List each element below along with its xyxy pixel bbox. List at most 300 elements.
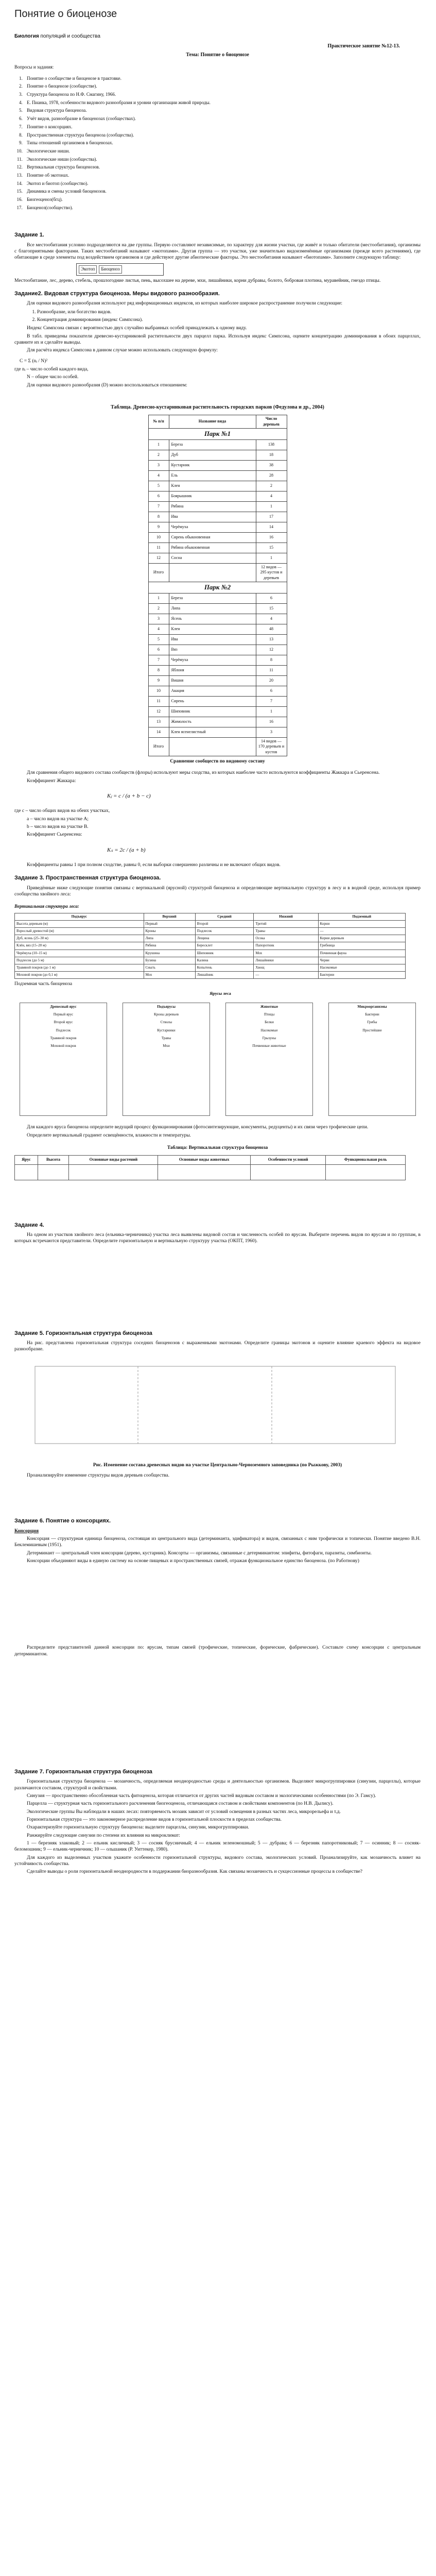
table-row <box>148 603 287 614</box>
table-cell: 48 <box>256 624 287 634</box>
table-cell: Липа <box>144 935 195 942</box>
strata-footnote: Подземная часть биоценоза <box>14 981 73 987</box>
table-row <box>148 470 287 481</box>
table-cell: Липа <box>169 603 256 614</box>
toc-item[interactable]: 9. Типы отношений организмов в биоценозах. <box>24 140 421 146</box>
table-cell: 138 <box>256 439 287 450</box>
toc-item[interactable]: 1. Понятие о сообществе и биоценозе в трактовке. <box>24 76 421 82</box>
similarity-legend2: a – число видов на участке А; <box>27 816 89 822</box>
task6-head: Консорция <box>14 1528 39 1534</box>
toc-item[interactable]: 10. Экологические ниши. <box>24 148 421 155</box>
table-cell: 5 <box>148 481 169 491</box>
table-cell: 9 <box>148 675 169 686</box>
vert-cell[interactable] <box>38 1164 69 1180</box>
table-cell <box>169 737 256 756</box>
table-row <box>148 512 287 522</box>
table-cell: Кроны <box>144 928 195 935</box>
subject-bold: Биология <box>14 33 39 39</box>
task4-p: На одном из участков хвойного леса (ельника-черничника) участка леса выявлены видовой состав и численность особей по ярусам. Выберите перечень видов по ярусам и по группам, в которых встречаются представители. Определите горизонтальную и вертикальную структуру участка (ОКПТ, 1960). <box>14 1232 421 1244</box>
similarity-p1: Для сравнения общего видового состава сообществ (флоры) используют меры сходства, из которых наиболее часто используются коэффициенты Жаккара и Сьеренсена. <box>27 770 380 776</box>
table-cell: Корни деревьев <box>318 935 405 942</box>
table-row <box>148 614 287 624</box>
diagram-col-sublayers <box>123 1003 210 1116</box>
table-row <box>148 593 287 603</box>
table-cell: Клен ясенелистный <box>169 727 256 737</box>
table-cell: 4 <box>148 470 169 481</box>
toc-item[interactable]: 8. Пространственная структура биоценоза (сообщества). <box>24 132 421 139</box>
task2-p5: Для оценки видового разнообразия (D) можно воспользоваться отношением: <box>27 382 187 388</box>
task2-p3: В табл. приведены показатели древесно-кустарниковой растительности двух парцелл парка. Используя индекс Симпсона, оцените концентрацию доминирования в обоих парцеллах, сравните их и сделайте выводы. <box>14 333 421 346</box>
task2-list-item: 1. Разнообразие, или богатство видов. <box>37 309 421 315</box>
struct-heading: Вертикальная структура леса: <box>14 904 79 909</box>
table-cell: Черёмуха <box>169 655 256 665</box>
task3b-p2: Определите вертикальный градиент освещённости, влажности и температуры. <box>27 1132 191 1138</box>
species-table-body <box>148 428 287 756</box>
table-cell: 4 <box>148 624 169 634</box>
table-cell: 18 <box>256 450 287 460</box>
task2-list-item: 2. Концентрация доминирования (индекс Симпсона). <box>37 317 421 323</box>
task5-figure-caption: Рис. Изменение состава древесных видов на участке Центрально-Черноземного заповедника (по Рыжкову, 2003) <box>93 1462 342 1468</box>
toc-item[interactable]: 6. Учёт видов, разнообразие в биоценозах (сообществах). <box>24 116 421 122</box>
table-cell: Рябина обыкновенная <box>169 543 256 553</box>
table-cell: Клён, вяз (15–20 м) <box>15 942 144 950</box>
task2-legend2: N – общее число особей. <box>27 375 79 380</box>
task1-text: Все местообитания условно подразделяются на две группы. Первую составляют независимые, по характеру для жизни участки, где живёт и только обитатели (местообитания), организмы с благоприятными факторами. Таких местообитаний называют «экотопами». Другая группа — это участки, уже значительно видоизменённые организмами (прежде всего растениями), где обитающие в среде элементы под воздействием организмов и где действуют другие абиотические факторы. Это местообитания называют «биотопами». Заполните следующую таблицу: <box>14 242 421 261</box>
table-row <box>148 655 287 665</box>
table-cell: Мох <box>254 950 318 957</box>
table-cell: Хвощ <box>254 964 318 971</box>
table-cell: 11 <box>148 543 169 553</box>
table-cell: Дуб, ясень (25–30 м) <box>15 935 144 942</box>
vert-cell[interactable] <box>158 1164 251 1180</box>
diagram-col-title: Микроорганизмы <box>357 1005 387 1009</box>
table-cell: Вяз <box>169 645 256 655</box>
jaccard-formula: Kⱼ = c / (a + b − c) <box>107 793 151 800</box>
table-cell: 1 <box>256 706 287 717</box>
diagram-item: Первый ярус <box>53 1012 74 1017</box>
table-cell: 1 <box>148 593 169 603</box>
table-cell: 16 <box>256 532 287 543</box>
table-row <box>148 522 287 532</box>
park-part-label: Парк №2 <box>148 582 287 593</box>
table-cell: 14 <box>256 522 287 532</box>
toc-item[interactable]: 12. Вертикальная структура биоценозов. <box>24 164 421 171</box>
table-row <box>15 957 406 964</box>
table-cell: Копытень <box>195 964 254 971</box>
table-cell: Сирень обыкновенная <box>169 532 256 543</box>
park-part-row <box>148 582 287 593</box>
table-cell: Рябина <box>144 942 195 950</box>
table-cell: Третий <box>254 921 318 928</box>
task5-p2: Проанализируйте изменение структуры видов деревьев сообщества. <box>27 1472 170 1478</box>
table-cell: Кустарник <box>169 460 256 470</box>
table-cell: Бересклет <box>195 942 254 950</box>
table-row <box>148 696 287 706</box>
table-row <box>148 675 287 686</box>
diagram-col-title: Древесный ярус <box>50 1005 77 1009</box>
task6-p2: Детерминант — центральный член консорции (дерево, кустарник). Консорты — организмы, связанные с детерминантом: эпифиты, фитофаги, паразиты, симбионты. <box>27 1550 372 1556</box>
topic-heading: Тема: Понятие о биоценозе <box>186 52 249 58</box>
table-cell: Ясень <box>169 614 256 624</box>
task3b-p: Для каждого яруса биоценоза определите ведущий процесс функционирования (фотосинтезирующие, консументы, редуценты) и их связи через трофические цепи. <box>27 1125 369 1130</box>
table-cell: Сирень <box>169 696 256 706</box>
vertical-structure-table <box>14 1155 406 1180</box>
task4-title: Задание 4. <box>14 1222 44 1228</box>
table-row <box>15 921 406 928</box>
table-row <box>15 964 406 971</box>
table-cell: 15 <box>256 603 287 614</box>
toc-item[interactable]: 3. Структура биоценоза по Н.Ф. Смагину, 1966. <box>24 92 421 98</box>
table-row <box>148 624 287 634</box>
task5-figure <box>14 1356 421 1454</box>
simpson-formula: C = Σ (nᵢ / N)² <box>20 358 48 364</box>
table-cell: Береза <box>169 593 256 603</box>
table-cell: 15 <box>256 543 287 553</box>
task2-list <box>37 309 421 324</box>
vert-head: Функциональная роль <box>326 1156 406 1164</box>
table-cell: Второй <box>195 921 254 928</box>
table-cell: 1 <box>256 553 287 563</box>
table-cell: Осока <box>254 935 318 942</box>
table-cell: Бузина <box>144 957 195 964</box>
task2-p1: Для оценки видового разнообразия используют ряд информационных индексов, из которых наиболее широкое распространение получили следующие: <box>27 301 343 307</box>
jaccard-label: Коэффициент Жаккара: <box>27 778 76 784</box>
table-row <box>148 501 287 512</box>
table-cell: 7 <box>256 696 287 706</box>
task3-title: Задание 3. Пространственная структура биоценоза. <box>14 875 161 882</box>
table-cell: Моховой покров (до 0,1 м) <box>15 971 144 978</box>
table-cell: Черёмуха (10–15 м) <box>15 950 144 957</box>
task2-title: Задание2. Видовая структура биоценоза. Меры видового разнообразия. <box>14 291 220 297</box>
table-cell: Лишайники <box>254 957 318 964</box>
task7-p2: Синузия — пространственно обособленная часть фитоценоза, которая отличается от других частей видовым составом и экологическими особенностями (по Э. Гамсу). <box>27 1793 376 1799</box>
vert-cell[interactable] <box>69 1164 158 1180</box>
table-row <box>15 935 406 942</box>
table-cell: 6 <box>256 593 287 603</box>
table-cell: 10 <box>148 686 169 696</box>
diagram-item: Второй ярус <box>54 1020 73 1025</box>
page-title: Понятие о биоценозе <box>14 8 117 20</box>
task7-p9: Для каждого из выделенных участков укажите особенности горизонтальной структуры, видового состава, экологических условий. Проанализируйте, как мозаичность влияет на устойчивость сообщества. <box>14 1855 421 1867</box>
table-cell: 5 <box>148 634 169 645</box>
table-cell: 20 <box>256 675 287 686</box>
table-cell: — <box>318 928 405 935</box>
toc-item[interactable]: 13. Понятие об экотонах. <box>24 173 421 179</box>
diagram-item: Стволы <box>160 1020 172 1025</box>
table-cell: 8 <box>256 655 287 665</box>
table-cell: 7 <box>148 655 169 665</box>
task7-p1: Горизонтальная структура биоценоза — мозаичность, определяемая неоднородностью среды и деятельностью организмов. Выделяют микрогруппировки (синузии, парцеллы), которые различаются составом, структурой и свойствами. <box>14 1779 421 1791</box>
vert-head: Ярус <box>15 1156 38 1164</box>
table-row <box>148 481 287 491</box>
table-cell: 1 <box>148 439 169 450</box>
table-cell: Береза <box>169 439 256 450</box>
table-cell: Акация <box>169 686 256 696</box>
table-row <box>148 532 287 543</box>
table-of-contents <box>24 76 421 211</box>
table-cell: Подлесок (до 5 м) <box>15 957 144 964</box>
diagram-item: Кроны деревьев <box>153 1012 179 1017</box>
task1-title: Задание 1. <box>14 232 44 239</box>
table-cell: Клен <box>169 481 256 491</box>
practice-heading: Практическое занятие №12-13. <box>327 43 400 49</box>
table-cell: 3 <box>148 460 169 470</box>
diagram-item: Насекомые <box>260 1028 278 1032</box>
table-cell: Бактерии <box>318 971 405 978</box>
task7-p7: Ранжируйте следующие синузии по степени их влияния на микроклимат: <box>27 1833 180 1838</box>
forest-figure <box>14 1356 416 1454</box>
subject-rest: популяций и сообщества <box>39 33 100 39</box>
diagram-item: Бактерии <box>365 1012 379 1017</box>
table-cell: Ива <box>169 634 256 645</box>
task2-p2: Индекс Симпсона связан с вероятностью двух случайно выбранных особей принадлежать к одному виду. <box>27 326 247 331</box>
similarity-legend3: b – число видов на участке В. <box>27 824 89 830</box>
table-cell: 4 <box>256 491 287 501</box>
table-cell: Шиповник <box>195 950 254 957</box>
diagram-heading: Ярусы леса <box>210 991 231 996</box>
task5-title: Задание 5. Горизонтальная структура биоценоза <box>14 1330 152 1336</box>
table-cell: 10 <box>148 532 169 543</box>
toc-item[interactable]: 17. Биоценоз(сообщество). <box>24 205 421 211</box>
table-cell: Шиповник <box>169 706 256 717</box>
table-row <box>148 543 287 553</box>
table-row <box>148 553 287 563</box>
task6-title: Задание 6. Понятие о консорциях. <box>14 1518 111 1524</box>
diagram-item: Почвенные животные <box>252 1043 286 1048</box>
sorensen-label: Коэффициент Сьеренсена: <box>27 832 82 838</box>
table-cell: 13 <box>148 717 169 727</box>
table-cell: Калина <box>195 957 254 964</box>
table-cell: Яблоня <box>169 665 256 675</box>
vert-cell[interactable] <box>15 1164 38 1180</box>
table-cell: Насекомые <box>318 964 405 971</box>
task1-examples: Местообитание, лес, дерево, стебель, прошлогодние листья, пень, высохшее на дереве, мхи, лишайники, корни дубравы, болото, бобровая плотина, муравейник, гнездо птицы. <box>14 278 381 283</box>
diagram-item: Мхи <box>163 1043 170 1048</box>
similarity-legend1: где c – число общих видов на обеих участках, <box>14 808 110 814</box>
table-cell: Рябина <box>169 501 256 512</box>
table-cell: Боярышник <box>169 491 256 501</box>
vert-head: Основные виды животных <box>158 1156 251 1164</box>
table-cell: 2 <box>148 603 169 614</box>
table-cell: 12 <box>148 706 169 717</box>
diagram-item: Подлесок <box>56 1028 71 1032</box>
col-num: № п/п <box>148 415 169 429</box>
table-cell: Высота деревьев (м) <box>15 921 144 928</box>
table-cell: Грибница <box>318 942 405 950</box>
task7-p4: Экологические группы Вы наблюдали в наших лесах: повторяемость мозаик зависит от условий освещения в разных частях леса, микрорельефа и т.д. <box>27 1809 341 1815</box>
table-cell: Почвенная фауна <box>318 950 405 957</box>
col-count: Число деревьев <box>256 415 287 429</box>
vert-head: Высота <box>38 1156 69 1164</box>
toc-item[interactable]: 4. Е. Пианка, 1978, особенности видового разнообразия и уровни организации живой природы. <box>24 100 421 106</box>
table-cell: 11 <box>148 696 169 706</box>
table-row <box>148 439 287 450</box>
table-cell: 3 <box>256 727 287 737</box>
subject-line <box>14 33 421 40</box>
table-row <box>148 717 287 727</box>
table-cell: Дуб <box>169 450 256 460</box>
toc-item[interactable]: 7. Понятие о консорциях. <box>24 124 421 130</box>
table-cell: 14 <box>148 727 169 737</box>
table-cell: 9 <box>148 522 169 532</box>
table-cell: 16 <box>256 717 287 727</box>
task7-title: Задание 7. Горизонтальная структура биоценоза <box>14 1769 152 1775</box>
vert-cell[interactable] <box>250 1164 325 1180</box>
forest-layers-diagram <box>14 991 426 1120</box>
table-row <box>148 460 287 470</box>
diagram-item: Кустарники <box>157 1028 176 1032</box>
strata-head: Подъярус <box>15 913 144 921</box>
task7-p10: Сделайте выводы о роли горизонтальной неоднородности в поддержании биоразнообразия. Как связаны мозаичность и сукцессионные процессы в сообществе? <box>27 1869 363 1875</box>
table-cell: 11 <box>256 665 287 675</box>
diagram-col-animals <box>225 1003 313 1116</box>
table-row <box>148 450 287 460</box>
table-cell: Черви <box>318 957 405 964</box>
diagram-item: Белки <box>265 1020 274 1025</box>
table-cell: 2 <box>256 481 287 491</box>
table-cell: 8 <box>148 665 169 675</box>
strata-body <box>15 921 406 979</box>
table-row <box>148 634 287 645</box>
table-cell: 8 <box>148 512 169 522</box>
table-row <box>148 727 287 737</box>
table-row <box>148 645 287 655</box>
table-cell: Папоротник <box>254 942 318 950</box>
diagram-item: Травяной покров <box>50 1036 77 1040</box>
table-cell: 12 <box>148 553 169 563</box>
sorensen-formula: Kₛ = 2c / (a + b) <box>107 846 146 853</box>
toc-item[interactable]: 14. Экотоп и биотоп (сообщество). <box>24 181 421 187</box>
table-cell: Травяной покров (до 1 м) <box>15 964 144 971</box>
task7-p8: 1 — березняк злаковый; 2 — ельник кисличный; 3 — сосняк брусничный; 4 — ельник зеленомошный; 5 — дубрава; 6 — березняк папоротниковый; 7 — осинник; 8 — сосняк-беломошник; 9 — ельник-черничник; 10 — ольшаник (Р. Уиттекер, 1980). <box>14 1841 421 1853</box>
table-cell: Первый <box>144 921 195 928</box>
task7-p5: Горизонтальная структура — это закономерное распределение видов в горизонтальной плоскости в пределах сообщества. <box>27 1817 282 1823</box>
vert-table-title: Таблица: Вертикальная структура биоценоза <box>167 1145 268 1150</box>
strata-head: Нижний <box>254 913 318 921</box>
strata-table <box>14 913 406 979</box>
table-cell: Ель <box>169 470 256 481</box>
table1-title: Таблица. Древесно-кустарниковая растительность городских парков (Федулова и др., 2004) <box>111 404 324 411</box>
table-cell: Жимолость <box>169 717 256 727</box>
table-cell: 12 <box>256 645 287 655</box>
diagram-col-title: Подъярусы <box>157 1005 176 1009</box>
table-cell: Травы <box>254 928 318 935</box>
task6-p1: Консорция — структурная единица биоценоза, состоящая из центрального вида (детерминанта, эдификатора) и видов, связанных с ним трофически и топически. Понятие введено В.Н. Беклемишевым (1951). <box>14 1536 421 1548</box>
table-cell: 28 <box>256 470 287 481</box>
table-cell: 14 видов — 170 деревьев и кустов <box>256 737 287 756</box>
table-cell: Лишайник <box>195 971 254 978</box>
diagram-item: Моховой покров <box>50 1043 76 1048</box>
table-cell <box>169 563 256 582</box>
table-row <box>148 491 287 501</box>
vert-cell[interactable] <box>326 1164 406 1180</box>
table-cell: Мох <box>144 971 195 978</box>
table-cell: Ива <box>169 512 256 522</box>
table-cell: Итого <box>148 737 169 756</box>
table-cell: Лещина <box>195 935 254 942</box>
task2-legend1: где nᵢ – число особей каждого вида, <box>14 367 89 372</box>
toc-item[interactable]: 5. Видовая структура биоценоза. <box>24 108 421 114</box>
table-cell: Черёмуха <box>169 522 256 532</box>
task2-p4: Для расчёта индекса Симпсона в данном случае можно использовать следующую формулу: <box>27 348 218 353</box>
similarity-title: Сравнение сообществ по видовому составу <box>170 759 265 765</box>
task5-p: На рис. представлена горизонтальная структура соседних биоценозов с выраженными экотонами. Определите границы экотонов и оцените влияние краевого эффекта на видовое разнообразие. <box>14 1340 421 1352</box>
vert-head: Особенности условий <box>250 1156 325 1164</box>
diagram-item: Грызуны <box>262 1036 276 1040</box>
toc-item[interactable]: 11. Экологические ниши (сообщества). <box>24 157 421 163</box>
table-cell: 6 <box>148 645 169 655</box>
task6-p3: Консорции объединяют виды в единую систему на основе пищевых и пространственных связей, отражая функциональное единство биоценоза. (по Работнову) <box>27 1558 359 1564</box>
table-row <box>148 563 287 582</box>
diagram-col-title: Животные <box>260 1005 278 1009</box>
table-cell: 4 <box>256 614 287 624</box>
park-part-row <box>148 428 287 439</box>
table-row <box>15 942 406 950</box>
task3-p1: Приведённые ниже следующие понятия связаны с вертикальной (ярусной) структурой биоценоза и определяющие вертикальную структуру в лесу и в водной среде, используя пример сообщества хвойного леса: <box>14 885 421 897</box>
diagram-col-microbes <box>328 1003 416 1116</box>
task7-p6: Охарактеризуйте горизонтальную структуру биоценоза: выделите парцеллы, синузии, микрогруппировки. <box>27 1825 249 1831</box>
vert-head: Основные виды растений <box>69 1156 158 1164</box>
table-row <box>15 971 406 978</box>
ecotope-cell: Экотоп <box>79 265 97 274</box>
toc-item[interactable]: 16. Биогеоценоз(бгц). <box>24 197 421 203</box>
table-row <box>148 686 287 696</box>
table-row <box>15 950 406 957</box>
diagram-item: Травы <box>161 1036 171 1040</box>
table-row <box>148 665 287 675</box>
similarity-p2: Коэффициенты равны 1 при полном сходстве, равны 0, если выборки совершенно различны и не включают общих видов. <box>27 862 281 868</box>
toc-item[interactable]: 15. Динамика и смены условий биоценозов. <box>24 189 421 195</box>
table-cell: Сосна <box>169 553 256 563</box>
table-cell: 3 <box>148 614 169 624</box>
table-cell: Корни <box>318 921 405 928</box>
strata-head: Подземный <box>318 913 405 921</box>
strata-head: Средний <box>195 913 254 921</box>
table-cell: Взрослый древостой (м) <box>15 928 144 935</box>
contents-title: Вопросы и задания: <box>14 64 54 70</box>
table-cell: 17 <box>256 512 287 522</box>
col-species: Название вида <box>169 415 256 429</box>
table-row <box>148 737 287 756</box>
toc-item[interactable]: 2. Понятие о биоценозе (сообществе). <box>24 83 421 90</box>
table-cell: 6 <box>256 686 287 696</box>
table-row <box>148 706 287 717</box>
table-cell: 6 <box>148 491 169 501</box>
table-cell: Сныть <box>144 964 195 971</box>
task7-p3: Парцелла — структурная часть горизонтального расчленения биогеоценоза, отличающаяся составом и свойствами компонентов (по Н.В. Дылису). <box>27 1801 334 1807</box>
biocenosis-cell: Биоценоз <box>99 265 121 274</box>
table-cell: Вишня <box>169 675 256 686</box>
table-cell: 12 видов — 295 кустов и деревьев <box>256 563 287 582</box>
table-cell: 1 <box>256 501 287 512</box>
diagram-col-trees <box>20 1003 107 1116</box>
species-table <box>148 415 287 756</box>
table-cell: 38 <box>256 460 287 470</box>
table-cell: Подлесок <box>195 928 254 935</box>
table-cell: Итого <box>148 563 169 582</box>
park-part-label: Парк №1 <box>148 428 287 439</box>
table-row <box>15 928 406 935</box>
diagram-item: Грибы <box>367 1020 377 1025</box>
diagram-item: Птицы <box>264 1012 275 1017</box>
strata-head: Верхний <box>144 913 195 921</box>
task1-table <box>76 263 164 276</box>
table-cell: — <box>254 971 318 978</box>
task6-p4: Распределите представителей данной консорции по: ярусам, типам связей (трофические, топические, форические, фабрические). Составьте схему консорции с центральным детерминантом. <box>14 1645 421 1657</box>
table-cell: Клен <box>169 624 256 634</box>
diagram-item: Простейшие <box>362 1028 382 1032</box>
table-cell: 2 <box>148 450 169 460</box>
